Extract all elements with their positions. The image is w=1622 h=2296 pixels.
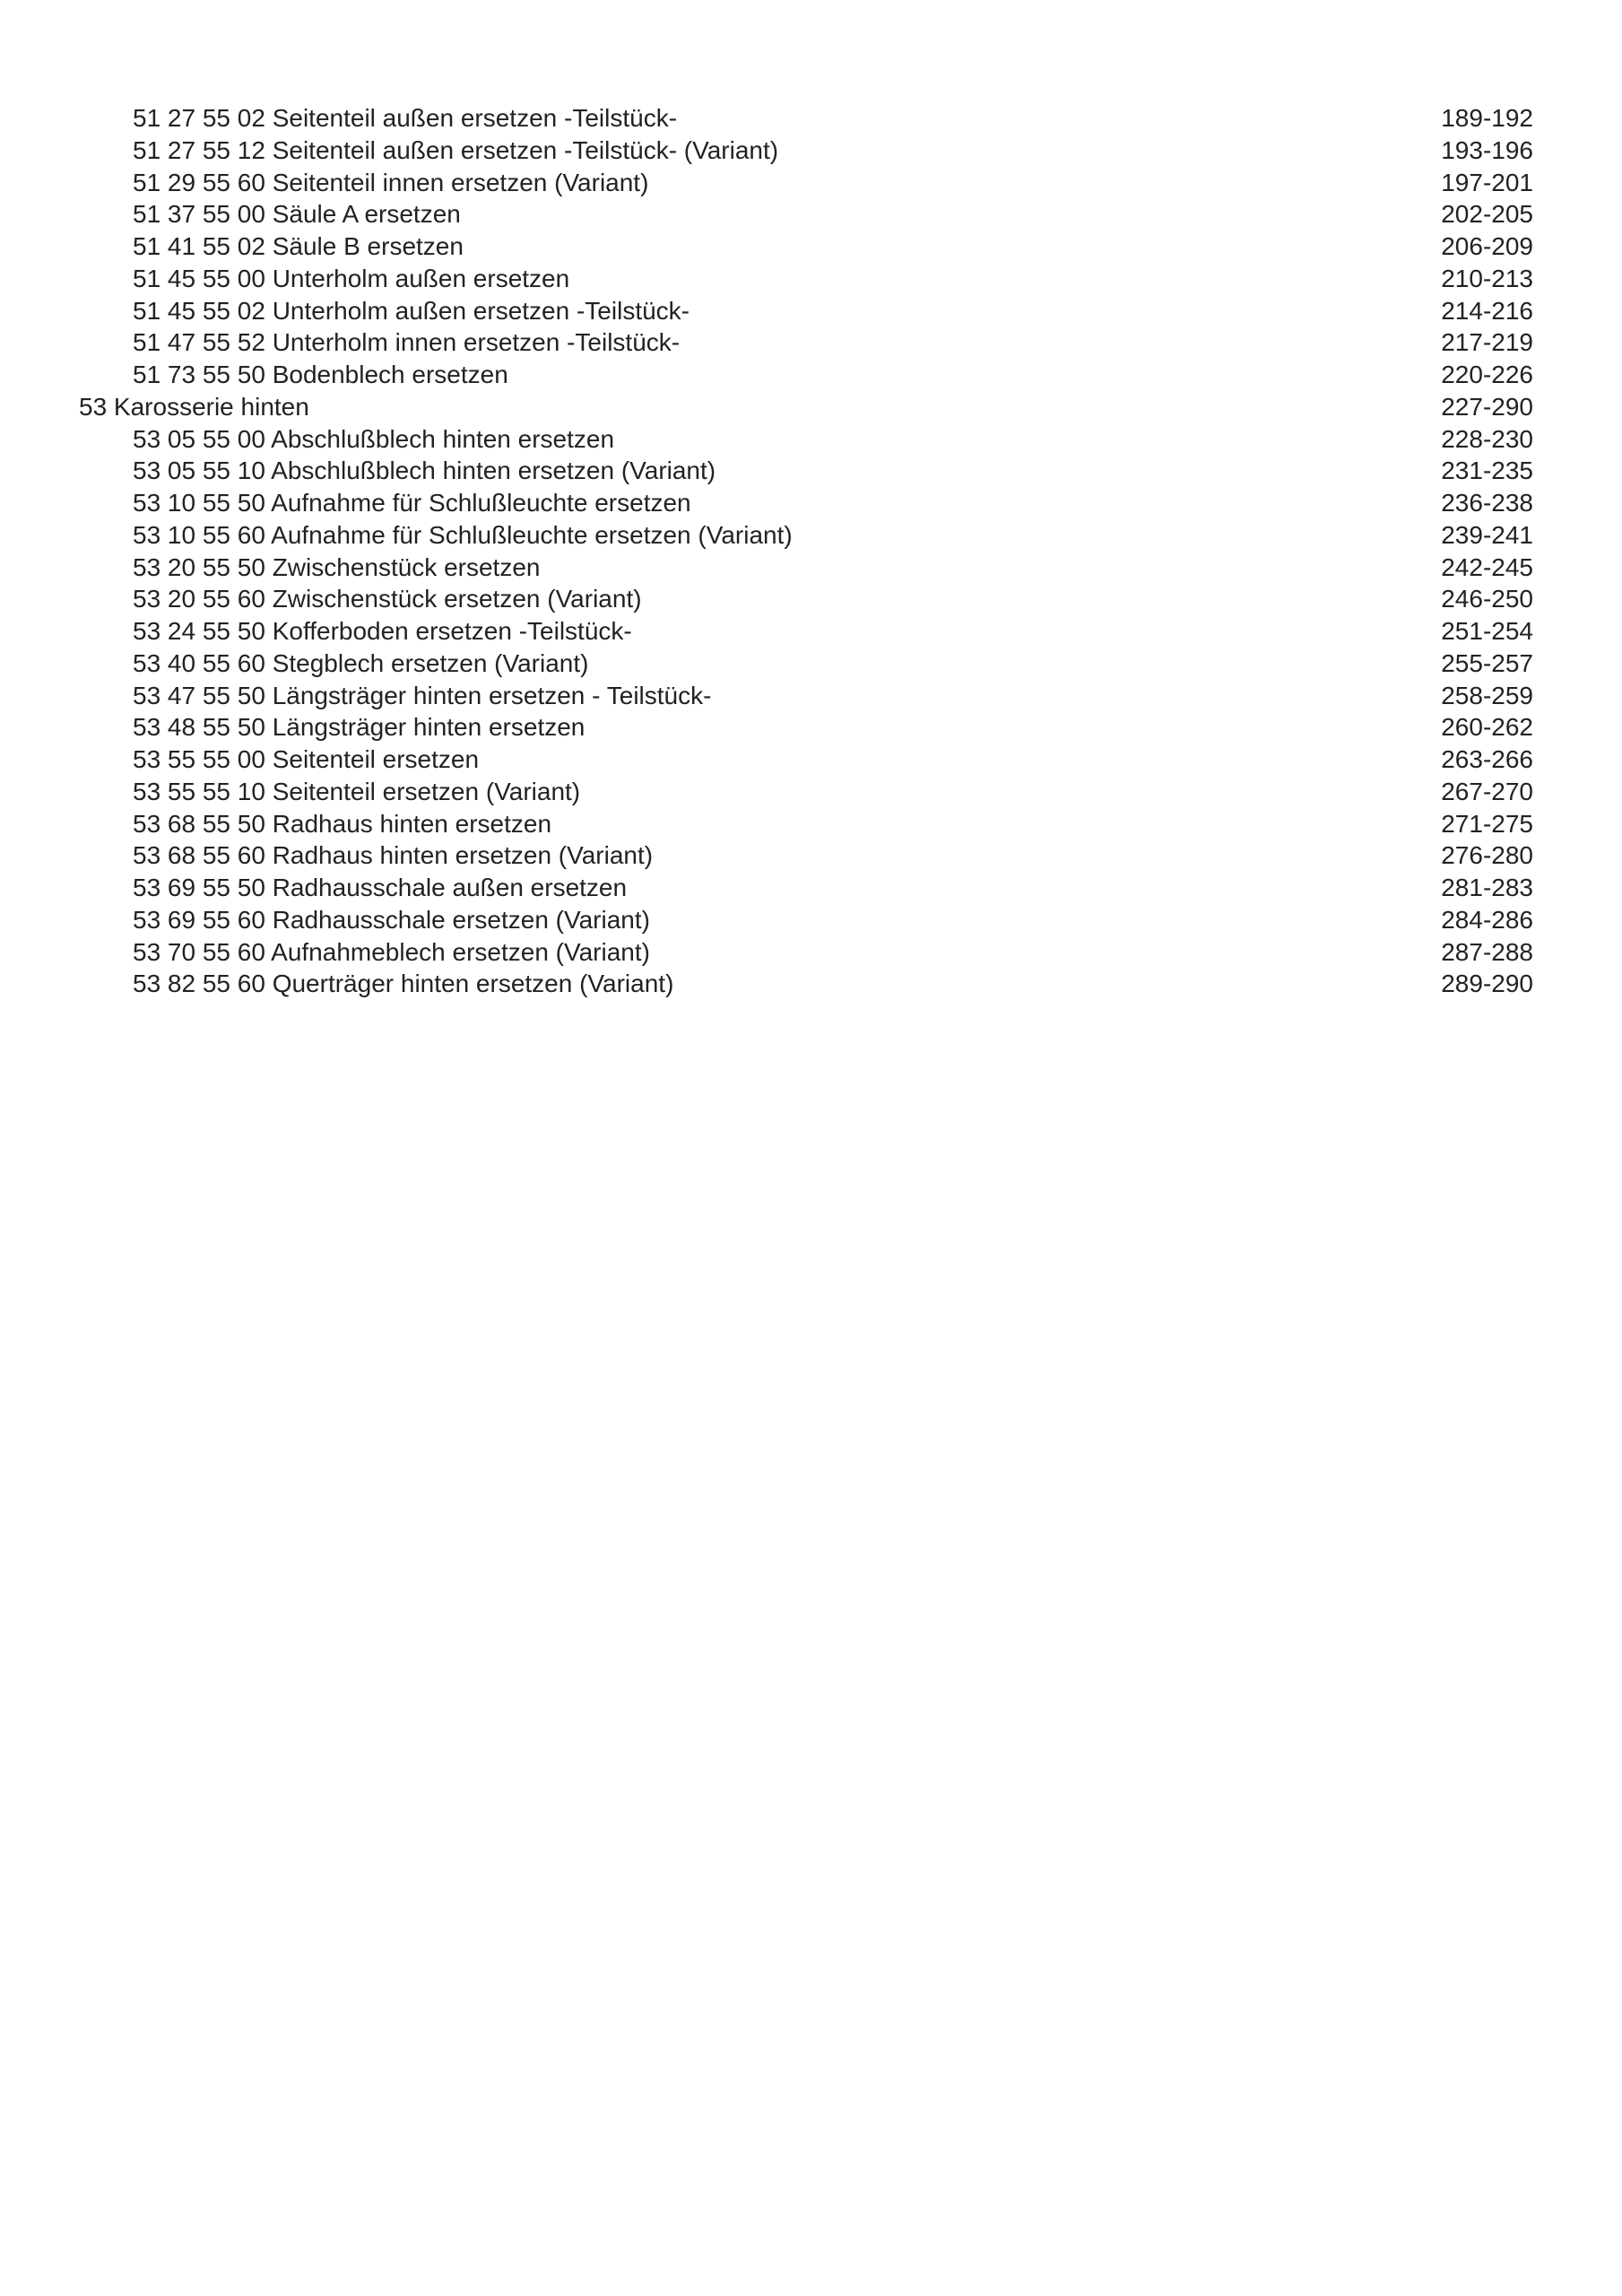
toc-entry-pages: 271-275	[1441, 809, 1533, 838]
toc-entry-title: 51 47 55 52 Unterholm innen ersetzen -Teilstück-	[133, 328, 681, 357]
toc-entry-title: 53 55 55 00 Seitenteil ersetzen	[133, 745, 480, 773]
toc-entry-title: 53 48 55 50 Längsträger hinten ersetzen	[133, 713, 585, 742]
toc-entry-pages: 193-196	[1441, 135, 1533, 164]
toc-entry-pages: 189-192	[1441, 104, 1533, 132]
toc-entry[interactable]	[79, 263, 1549, 295]
toc-entry-title: 53 47 55 50 Längsträger hinten ersetzen - Teilstück-	[133, 681, 712, 709]
toc-entry-pages: 263-266	[1441, 745, 1533, 773]
toc-entry-title: 51 45 55 00 Unterholm außen ersetzen	[133, 264, 570, 292]
toc-entry-title: 53 69 55 50 Radhausschale außen ersetzen	[133, 874, 628, 901]
toc-entry[interactable]	[79, 423, 1549, 456]
toc-entry-title: 53 20 55 60 Zwischenstück ersetzen (Variant)	[133, 585, 642, 613]
toc-entry[interactable]	[79, 583, 1549, 615]
toc-entry-title: 53 68 55 60 Radhaus hinten ersetzen (Variant)	[133, 841, 654, 870]
toc-entry-pages: 255-257	[1441, 648, 1533, 677]
toc-entry-pages: 289-290	[1441, 970, 1533, 998]
toc-entry-pages: 287-288	[1441, 937, 1533, 966]
toc-entry[interactable]	[79, 102, 1549, 135]
toc-entry-title: 53 05 55 00 Abschlußblech hinten ersetzen	[133, 424, 615, 453]
toc-entry-title: 53 40 55 60 Stegblech ersetzen (Variant)	[133, 648, 589, 677]
toc-entry[interactable]	[79, 198, 1549, 230]
toc-entry-pages: 210-213	[1441, 264, 1533, 292]
toc-entry[interactable]	[79, 872, 1549, 904]
toc-entry[interactable]	[79, 904, 1549, 936]
toc-entry-title: 51 45 55 02 Unterholm außen ersetzen -Teilstück-	[133, 296, 690, 325]
toc-entry-title: 53 82 55 60 Querträger hinten ersetzen (Variant)	[133, 970, 674, 998]
toc-entry[interactable]	[79, 487, 1549, 519]
toc-entry-pages: 251-254	[1441, 617, 1533, 645]
toc-entry-pages: 284-286	[1441, 905, 1533, 934]
toc-entry[interactable]	[79, 615, 1549, 648]
toc-chapter-pages: 227-290	[1441, 392, 1533, 421]
toc-entry-title: 53 68 55 50 Radhaus hinten ersetzen	[133, 809, 552, 838]
toc-entry-title: 51 27 55 12 Seitenteil außen ersetzen -Teilstück- (Variant)	[133, 135, 779, 164]
toc-entry[interactable]	[79, 552, 1549, 584]
toc-entry-title: 53 55 55 10 Seitenteil ersetzen (Variant)	[133, 777, 581, 805]
table-of-contents	[79, 102, 1549, 1000]
toc-entry[interactable]	[79, 455, 1549, 487]
toc-entry[interactable]	[79, 776, 1549, 808]
toc-entry-title: 53 10 55 60 Aufnahme für Schlußleuchte ersetzen (Variant)	[133, 520, 793, 549]
toc-entry-pages: 267-270	[1441, 777, 1533, 805]
toc-entry-pages: 228-230	[1441, 424, 1533, 453]
toc-entry-pages: 202-205	[1441, 200, 1533, 229]
toc-entry-title: 53 69 55 60 Radhausschale ersetzen (Variant)	[133, 905, 650, 934]
toc-entry-title: 53 10 55 50 Aufnahme für Schlußleuchte ersetzen	[133, 489, 691, 517]
toc-entry-title: 53 05 55 10 Abschlußblech hinten ersetzen (Variant)	[133, 457, 716, 485]
toc-entry[interactable]	[79, 230, 1549, 263]
toc-entry-title: 51 41 55 02 Säule B ersetzen	[133, 232, 464, 260]
toc-entry-title: 51 37 55 00 Säule A ersetzen	[133, 200, 461, 229]
toc-entry-title: 51 29 55 60 Seitenteil innen ersetzen (Variant)	[133, 168, 649, 196]
toc-entry[interactable]	[79, 680, 1549, 712]
toc-entry[interactable]	[79, 648, 1549, 680]
toc-chapter-entry[interactable]	[79, 391, 1549, 423]
toc-entry[interactable]	[79, 359, 1549, 391]
toc-entry-pages: 231-235	[1441, 457, 1533, 485]
toc-entry[interactable]	[79, 295, 1549, 327]
toc-entry-pages: 197-201	[1441, 168, 1533, 196]
toc-entry-title: 53 20 55 50 Zwischenstück ersetzen	[133, 552, 541, 581]
toc-entry-pages: 239-241	[1441, 520, 1533, 549]
toc-entry[interactable]	[79, 519, 1549, 552]
toc-entry[interactable]	[79, 968, 1549, 1000]
toc-entry-pages: 214-216	[1441, 296, 1533, 325]
toc-entry-pages: 206-209	[1441, 232, 1533, 260]
toc-entry-title: 53 24 55 50 Kofferboden ersetzen -Teilstück-	[133, 617, 632, 645]
toc-entry[interactable]	[79, 711, 1549, 744]
toc-entry-pages: 217-219	[1441, 328, 1533, 357]
toc-entry-pages: 260-262	[1441, 713, 1533, 742]
toc-entry-title: 53 70 55 60 Aufnahmeblech ersetzen (Variant)	[133, 937, 650, 966]
toc-entry-pages: 281-283	[1441, 874, 1533, 901]
toc-entry-pages: 236-238	[1441, 489, 1533, 517]
toc-entry-pages: 246-250	[1441, 585, 1533, 613]
toc-entry[interactable]	[79, 167, 1549, 199]
toc-entry[interactable]	[79, 839, 1549, 872]
toc-entry-title: 51 27 55 02 Seitenteil außen ersetzen -Teilstück-	[133, 104, 678, 132]
toc-entry[interactable]	[79, 936, 1549, 969]
toc-chapter-title: 53 Karosserie hinten	[79, 392, 309, 421]
toc-entry-title: 51 73 55 50 Bodenblech ersetzen	[133, 361, 508, 388]
toc-entry[interactable]	[79, 135, 1549, 167]
toc-entry-pages: 242-245	[1441, 552, 1533, 581]
toc-entry[interactable]	[79, 744, 1549, 776]
toc-entry-pages: 276-280	[1441, 841, 1533, 870]
toc-entry[interactable]	[79, 808, 1549, 840]
toc-entry-pages: 258-259	[1441, 681, 1533, 709]
toc-entry-pages: 220-226	[1441, 361, 1533, 388]
toc-entry[interactable]	[79, 326, 1549, 359]
